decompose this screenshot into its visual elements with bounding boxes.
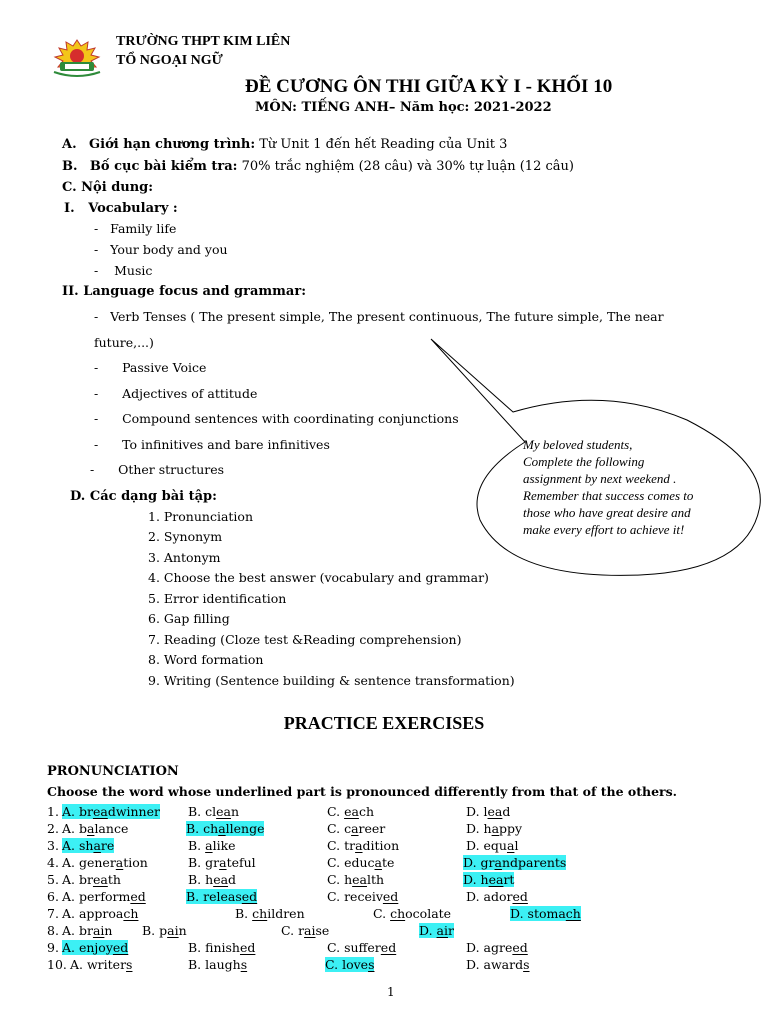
bubble-line: My beloved students, [523,437,633,452]
bubble-line: those who have great desire and [523,505,691,520]
option-a: A. breath [62,872,121,887]
option-b: B. alike [188,838,236,853]
option-c: C. educate [327,855,395,870]
grammar-item-label: Verb Tenses ( The present simple, The present continuous, The future simple, The near [110,309,664,324]
exercise-type: 4. Choose the best answer (vocabulary and grammar) [148,570,489,585]
grammar-item: - Passive Voice [94,360,207,375]
grammar-item: - Other structures [90,462,225,477]
grammar-item: - To infinitives and bare infinitives [94,437,330,452]
exercise-type: 7. Reading (Cloze test &Reading comprehension) [148,632,462,647]
option-b: B. grateful [188,855,256,870]
option-d: D. stomach [510,906,581,921]
grammar-item-label: Compound sentences with coordinating conjunctions [122,411,459,426]
grammar-item-label: Adjectives of attitude [122,386,258,401]
row-number: 8. [47,923,59,938]
option-c: C. tradition [327,838,400,853]
option-c: C. career [327,821,386,836]
page-number: 1 [387,985,395,999]
vocab-item: - Music [94,263,153,278]
department-name: TỔ NGOẠI NGỮ [116,53,223,68]
option-a: A. enjoyed [62,940,129,955]
option-c: C. suffered [327,940,397,955]
pronunciation-heading: PRONUNCIATION [47,764,179,779]
row-number: 2. [47,821,59,836]
option-d: D. adored [466,889,528,904]
exercise-row [47,940,747,957]
exercise-type: 9. Writing (Sentence building & sentence transformation) [148,673,515,688]
row-number: 5. [47,872,59,887]
option-c: C. received [327,889,399,904]
option-d: D. grandparents [463,855,567,870]
document-title: ĐỀ CƯƠNG ÔN THI GIỮA KỲ I - KHỐI 10 [245,76,613,97]
option-a: A. writers [70,957,133,972]
option-c: C. chocolate [373,906,452,921]
vocab-item: - Family life [94,221,177,236]
row-number: 1. [47,804,59,819]
school-logo [48,38,106,78]
pronunciation-instruction: Choose the word whose underlined part is pronounced differently from that of the others. [47,784,678,799]
vocab-item-label: Family life [110,221,177,236]
option-b: B. pain [142,923,187,938]
bubble-line: Remember that success comes to [523,488,694,503]
vocab-heading-num: I. [64,201,75,216]
exercise-row [47,889,747,906]
bubble-line: Complete the following [523,454,645,469]
row-number: 4. [47,855,59,870]
option-c: C. raise [281,923,330,938]
exercise-row [47,804,747,821]
section-b-bold: Bố cục bài kiểm tra: [89,159,238,174]
section-a-bold: Giới hạn chương trình: [89,137,256,152]
vocab-heading [64,201,178,216]
option-b: B. head [188,872,237,887]
practice-title: PRACTICE EXERCISES [283,713,485,733]
section-a-label: A. [62,137,77,152]
grammar-item-label: Passive Voice [122,360,207,375]
option-b: B. released [186,889,258,904]
row-number: 7. [47,906,59,921]
option-d: D. heart [463,872,515,887]
vocab-heading-text: Vocabulary : [88,201,178,216]
option-d: D. equal [466,838,519,853]
option-c: C. each [327,804,374,819]
grammar-item: - Verb Tenses ( The present simple, The present continuous, The future simple, The near [94,309,664,324]
row-number: 6. [47,889,59,904]
exercise-type: 2. Synonym [148,529,223,544]
option-a: A. performed [62,889,146,904]
bubble-line: make every effort to achieve it! [523,522,685,537]
option-a: A. approach [62,906,139,921]
grammar-item: - Compound sentences with coordinating conjunctions [94,411,459,426]
exercise-row [47,906,747,923]
exercise-row [47,821,747,838]
bubble-line: assignment by next weekend . [523,471,677,486]
grammar-item-label: Other structures [118,462,225,477]
document-subject: MÔN: TIẾNG ANH– Năm học: 2021-2022 [255,100,552,115]
exercise-type: 1. Pronunciation [148,509,254,524]
section-b-text: 70% trắc nghiệm (28 câu) và 30% tự luận (12 câu) [237,159,574,174]
option-b: B. laughs [188,957,248,972]
option-a: A. balance [62,821,129,836]
option-a: A. breadwinner [62,804,160,819]
exercise-row [47,872,747,889]
option-d: D. air [419,923,454,938]
option-d: D. lead [466,804,511,819]
section-b [62,159,574,174]
section-b-label: B. [62,159,78,174]
option-a: A. brain [62,923,113,938]
exercise-row [47,957,747,974]
grammar-heading: II. Language focus and grammar: [62,284,306,299]
option-c: C. loves [325,957,375,972]
exercise-row [47,838,747,855]
section-a-text: Từ Unit 1 đến hết Reading của Unit 3 [255,137,508,152]
bubble-message [523,436,693,538]
row-number: 3. [47,838,59,853]
option-d: D. agreed [466,940,528,955]
option-b: B. clean [188,804,240,819]
option-d: D. happy [466,821,523,836]
school-name: TRƯỜNG THPT KIM LIÊN [116,34,291,49]
option-b: B. children [235,906,305,921]
option-b: B. finished [188,940,256,955]
grammar-item-label: To infinitives and bare infinitives [122,437,330,452]
exercise-type: 3. Antonym [148,550,221,565]
option-a: A. share [62,838,115,853]
vocab-item: - Your body and you [94,242,228,257]
exercise-type: 8. Word formation [148,652,264,667]
section-c: C. Nội dung: [62,180,154,195]
exercise-row [47,855,747,872]
vocab-item-label: Your body and you [110,242,228,257]
exercise-row [47,923,747,940]
option-a: A. generation [62,855,148,870]
exercise-type: 5. Error identification [148,591,287,606]
row-number: 10. [47,957,67,972]
vocab-item-label: Music [110,263,153,278]
row-number: 9. [47,940,59,955]
option-b: B. challenge [186,821,265,836]
exercise-type: 6. Gap filling [148,611,230,626]
section-d-heading: D. Các dạng bài tập: [70,489,217,504]
grammar-item-continued: future,...) [94,335,154,350]
section-a [62,137,507,152]
grammar-item: - Adjectives of attitude [94,386,258,401]
option-d: D. awards [466,957,530,972]
option-c: C. health [327,872,385,887]
